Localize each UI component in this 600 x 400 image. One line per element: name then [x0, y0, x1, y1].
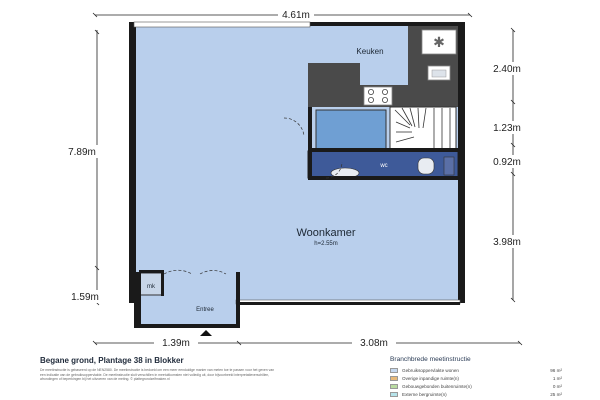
dim-right-3: 0.92m	[493, 157, 521, 168]
plan-title: Begane grond, Plantage 38 in Blokker	[40, 356, 184, 365]
legend-label: Gebruiksoppervlakte wonen	[402, 367, 459, 373]
dim-top-width: 4.61m	[282, 10, 310, 21]
toilet-icon	[418, 158, 434, 174]
room-label-mk: mk	[147, 284, 155, 290]
legend-swatch	[390, 384, 398, 389]
room-label-wc: wc	[380, 163, 388, 169]
legend-swatch	[390, 376, 398, 381]
legend-label: Gebouwgebonden buitenruimte(n)	[402, 383, 472, 389]
room-label-keuken: Keuken	[356, 47, 384, 56]
stove-icon	[364, 87, 392, 105]
legend-row	[390, 374, 562, 382]
dim-right-1: 2.40m	[493, 64, 521, 75]
room-label-entree: Entree	[196, 307, 214, 313]
legend-label: Externe bergruimte(n)	[402, 391, 447, 397]
legend-value: 25 m²	[550, 391, 562, 397]
entrance-arrow-icon	[200, 330, 212, 336]
legend-title: Branchbrede meetinstructie	[390, 356, 471, 363]
legend-swatch	[390, 392, 398, 397]
dim-left-upper: 7.89m	[68, 147, 96, 158]
legend	[390, 356, 562, 398]
kitchen-counter	[308, 63, 360, 107]
dim-left-lower: 1.59m	[71, 292, 99, 303]
closet	[316, 110, 386, 150]
fridge-icon: ✱	[433, 35, 445, 51]
disclaimer-text: De meetinstructie is gebaseerd op de NEN2580. De meetinstructie is bedoeld om een meer eenduidige manier van meten toe te passen voor het geven van een indicatie van de gebruiksoppervlakte. De meetinstructie sluit verschillen in meetuitkomsten niet volledig uit, door bijvoorbeeld interpretatieverschillen, afrondingen of beperkingen bij het uitvoeren van de meting. © plattegrondzelfmaken.nl	[40, 368, 275, 382]
stairs	[390, 107, 456, 151]
legend-row	[390, 390, 562, 398]
dim-right-2: 1.23m	[493, 123, 521, 134]
wc-cabinet	[444, 157, 454, 175]
footer	[40, 356, 580, 400]
legend-row	[390, 382, 562, 390]
dim-bottom-left: 1.39m	[162, 338, 190, 349]
legend-label: Overige inpandige ruimte(n)	[402, 375, 459, 381]
legend-value: 0 m²	[552, 383, 562, 389]
legend-swatch	[390, 368, 398, 373]
room-label-woonkamer-height: h=2.55m	[314, 241, 338, 247]
dim-right-4: 3.98m	[493, 237, 521, 248]
legend-value: 96 m²	[550, 367, 562, 373]
legend-value: 1 m²	[552, 375, 562, 381]
dim-bottom-right: 3.08m	[360, 338, 388, 349]
room-label-woonkamer: Woonkamer	[296, 227, 356, 239]
legend-row	[390, 366, 562, 374]
